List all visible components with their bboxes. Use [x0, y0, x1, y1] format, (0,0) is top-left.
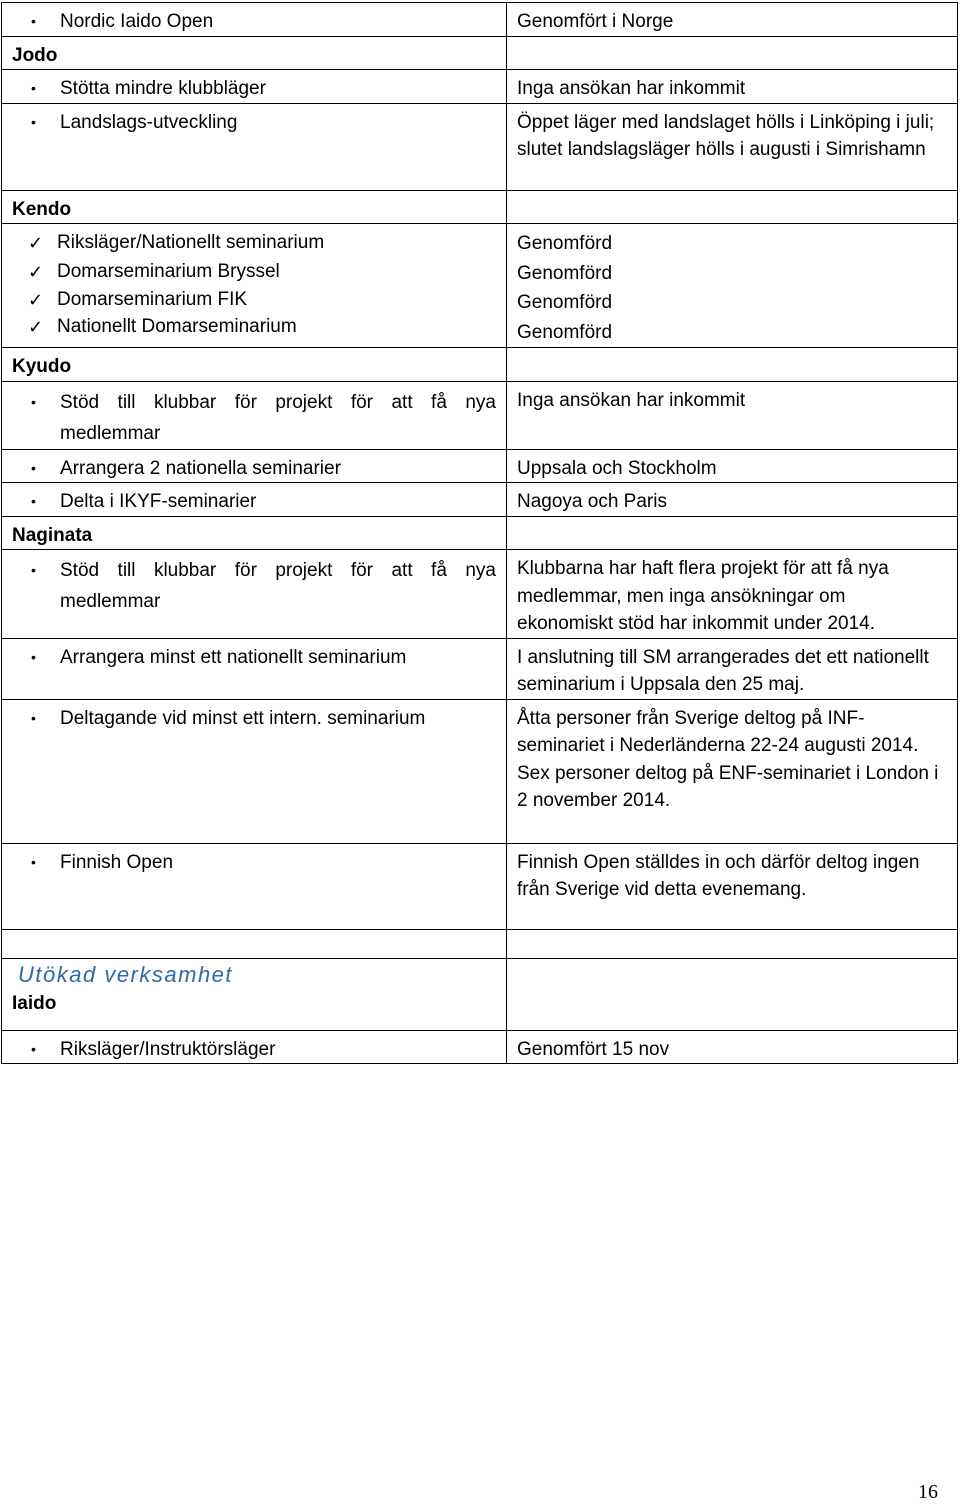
bullet-icon: • — [31, 1040, 36, 1057]
table-row — [2, 958, 958, 1030]
table-row — [2, 449, 958, 483]
bullet-icon: • — [31, 393, 36, 410]
bullet-icon: • — [31, 113, 36, 130]
activity-status: I anslutning till SM arrangerades det ett nationellt seminarium i Uppsala den 25 maj. — [517, 646, 929, 695]
activity-label: Domarseminarium FIK — [57, 289, 248, 310]
activity-status: Genomförd — [517, 292, 613, 313]
activity-status: Åtta personer från Sverige deltog på INF-seminariet i Nederländerna 22-24 augusti 2014. Sex personer deltog på ENF-seminariet i London i 2 november 2014. — [517, 707, 939, 811]
table-row — [2, 348, 958, 382]
bullet-icon: • — [31, 709, 36, 726]
activity-status: Inga ansökan har inkommit — [517, 78, 746, 99]
activity-label: Deltagande vid minst ett intern. seminarium — [60, 707, 426, 729]
activity-label: Domarseminarium Bryssel — [57, 260, 280, 282]
bullet-icon: • — [31, 853, 36, 870]
bullet-icon: • — [31, 562, 36, 578]
activity-label: Stöd till klubbar för projekt för att få nya medlemmar — [60, 391, 496, 444]
section-heading-kendo: Kendo — [12, 198, 72, 220]
activity-label: Arrangera 2 nationella seminarier — [60, 457, 341, 479]
bullet-icon: • — [31, 459, 36, 476]
table-row — [2, 190, 958, 224]
activity-status: Nagoya och Paris — [517, 491, 667, 512]
table-row — [2, 638, 958, 699]
table-row — [2, 843, 958, 929]
page-number: 16 — [918, 1481, 938, 1503]
activity-label: Delta i IKYF-seminarier — [60, 491, 257, 512]
section-heading-iaido: Iaido — [12, 993, 57, 1014]
activity-status: Öppet läger med landslaget hölls i Linköping i juli; slutet landslagsläger hölls i augusti i Simrishamn — [517, 111, 935, 160]
activity-label: Finnish Open — [60, 851, 174, 873]
table-row — [2, 381, 958, 449]
table-row — [2, 224, 958, 348]
check-icon: ✓ — [28, 316, 44, 337]
activity-label: Riksläger/Nationellt seminarium — [57, 232, 325, 253]
table-row — [2, 929, 958, 958]
bullet-icon: • — [31, 493, 36, 509]
activity-status: Genomförd — [517, 262, 613, 284]
table-row — [2, 3, 958, 37]
activity-status: Genomförd — [517, 321, 613, 343]
activity-status: Klubbarna har haft flera projekt för att få nya medlemmar, men inga ansökningar om ekonomiskt stöd har inkommit under 2014. — [517, 558, 889, 634]
activity-status: Genomfört i Norge — [517, 11, 674, 32]
activity-status: Genomfört 15 nov — [517, 1038, 670, 1060]
activity-label: Stötta mindre klubbläger — [60, 78, 266, 99]
activity-status: Finnish Open ställdes in och därför deltog ingen från Sverige vid detta evenemang. — [517, 851, 920, 900]
table-row — [2, 70, 958, 104]
table-row — [2, 550, 958, 639]
activity-label: Landslags-utveckling — [60, 111, 238, 133]
section-heading-naginata: Naginata — [12, 524, 93, 546]
check-icon: ✓ — [28, 261, 44, 282]
bullet-icon: • — [31, 13, 36, 29]
section-heading-jodo: Jodo — [12, 44, 58, 66]
activity-label: Arrangera minst ett nationellt seminarium — [60, 646, 407, 668]
table-row — [2, 699, 958, 843]
table-row — [2, 483, 958, 517]
activity-label: Stöd till klubbar för projekt för att få nya medlemmar — [60, 560, 496, 612]
activity-label: Nordic Iaido Open — [60, 11, 214, 32]
activity-label: Nationellt Domarseminarium — [57, 315, 297, 337]
bullet-icon: • — [31, 80, 36, 96]
section-heading-kyudo: Kyudo — [12, 356, 72, 377]
activity-table — [1, 2, 958, 1064]
table-row — [2, 103, 958, 190]
activity-label: Riksläger/Instruktörsläger — [60, 1038, 276, 1060]
table-row — [2, 36, 958, 70]
check-icon: ✓ — [28, 233, 44, 253]
bullet-icon: • — [31, 648, 36, 665]
activity-status: Inga ansökan har inkommit — [517, 389, 746, 411]
section-heading-utokad: Utökad verksamhet — [18, 961, 234, 987]
activity-status: Uppsala och Stockholm — [517, 457, 717, 479]
check-icon: ✓ — [28, 290, 44, 310]
table-row — [2, 1030, 958, 1064]
table-row — [2, 516, 958, 550]
activity-status: Genomförd — [517, 233, 613, 254]
